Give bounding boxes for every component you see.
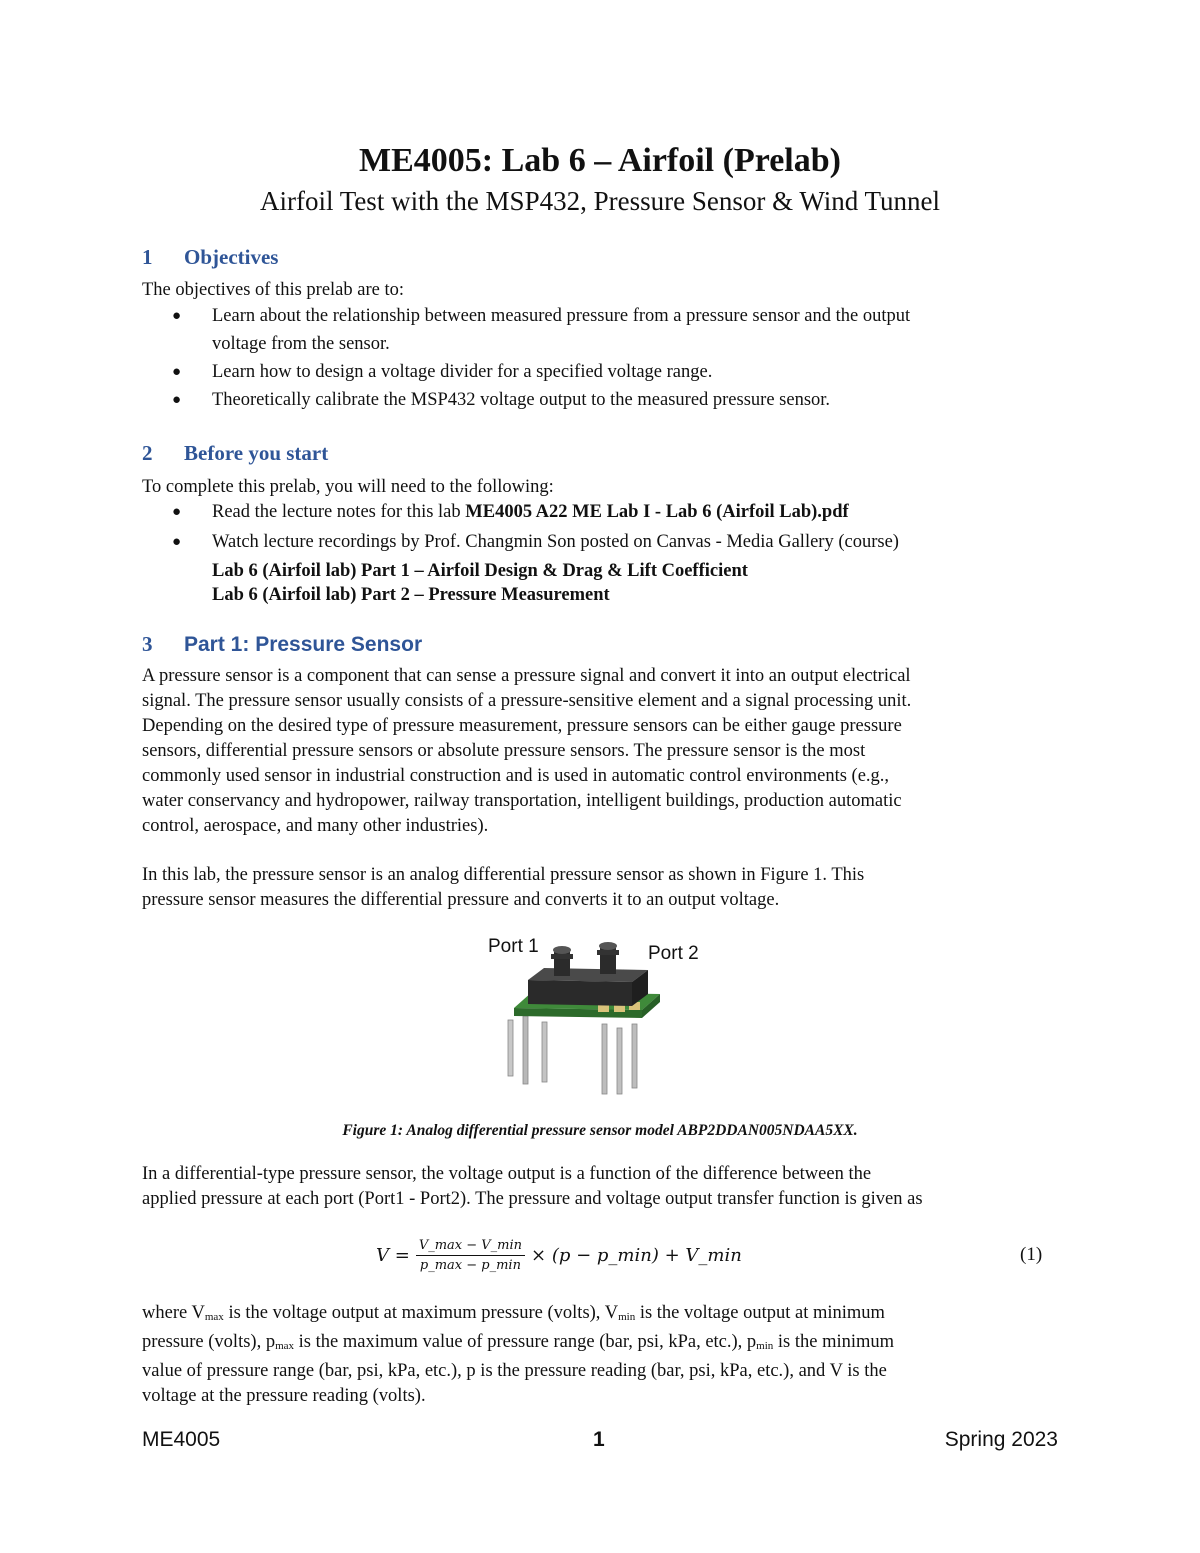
equation-numerator: V_max − V_min: [416, 1238, 525, 1256]
variable-definitions: [142, 1301, 1062, 1409]
paragraph-line: sensors, differential pressure sensors or absolute pressure sensors. The pressure sensor is the most: [142, 741, 866, 761]
bullet-dot: ●: [172, 534, 182, 550]
bullet-dot: ●: [172, 504, 182, 520]
video-title-part2: Lab 6 (Airfoil lab) Part 2 – Pressure Measurement: [212, 585, 610, 605]
objective-item-continuation: voltage from the sensor.: [212, 334, 390, 354]
page-title: ME4005: Lab 6 – Airfoil (Prelab): [359, 142, 841, 179]
section-title: Part 1: Pressure Sensor: [184, 633, 423, 656]
paragraph-line: voltage at the pressure reading (volts).: [142, 1386, 426, 1406]
text-span: is the maximum value of pressure range (bar, psi, kPa, etc.), p: [294, 1332, 757, 1352]
objective-item: Learn about the relationship between measured pressure from a pressure sensor and the output: [212, 306, 911, 326]
section-title: Objectives: [184, 245, 279, 269]
bullet-dot: ●: [172, 364, 182, 380]
text-span: where V: [142, 1303, 205, 1323]
paragraph-line: control, aerospace, and many other industries).: [142, 816, 489, 836]
objective-item: Theoretically calibrate the MSP432 voltage output to the measured pressure sensor.: [212, 390, 831, 410]
footer-term: Spring 2023: [944, 1428, 1058, 1451]
equation-fraction: [416, 1238, 525, 1273]
figure-label-port1: Port 1: [488, 936, 539, 957]
paragraph-line: value of pressure range (bar, psi, kPa, etc.), p is the pressure reading (bar, psi, kPa, etc.), and V is the: [142, 1361, 887, 1381]
before-item-read: [212, 498, 1052, 526]
footer-page-number: 1: [593, 1428, 605, 1451]
section-heading-part1: [142, 630, 422, 659]
paragraph-line: pressure sensor measures the differential pressure and converts it to an output voltage.: [142, 890, 780, 910]
lecture-notes-file: ME4005 A22 ME Lab I - Lab 6 (Airfoil Lab).pdf: [465, 502, 849, 522]
before-item-watch: Watch lecture recordings by Prof. Changmin Son posted on Canvas - Media Gallery (course): [212, 532, 899, 552]
paragraph-line: A pressure sensor is a component that can sense a pressure signal and convert it into an output electrical: [142, 666, 911, 686]
paragraph-line: applied pressure at each port (Port1 - Port2). The pressure and voltage output transfer function is given as: [142, 1189, 923, 1209]
figure-label-port2: Port 2: [648, 943, 699, 964]
text-span: is the voltage output at minimum: [635, 1303, 885, 1323]
text-span: pressure (volts), p: [142, 1332, 276, 1352]
part1-paragraph-2: [142, 863, 1062, 913]
text-span: is the minimum: [773, 1332, 895, 1352]
paragraph-line: commonly used sensor in industrial construction and is used in automatic control environments (e.g.,: [142, 766, 890, 786]
subscript-min: min: [756, 1340, 774, 1352]
paragraph-line: In this lab, the pressure sensor is an analog differential pressure sensor as shown in Figure 1. This: [142, 865, 865, 885]
part1-paragraph-3: [142, 1162, 1062, 1212]
equation-lhs: V =: [376, 1244, 410, 1266]
video-title-part1: Lab 6 (Airfoil lab) Part 1 – Airfoil Design & Drag & Lift Coefficient: [212, 561, 748, 581]
paragraph-line: [142, 1301, 1062, 1330]
page-subtitle: Airfoil Test with the MSP432, Pressure Sensor & Wind Tunnel: [259, 186, 941, 216]
before-intro: To complete this prelab, you will need to the following:: [142, 477, 554, 497]
section-number: 2: [142, 441, 153, 465]
objective-item: Learn how to design a voltage divider for a specified voltage range.: [212, 362, 713, 382]
transfer-function-equation: [376, 1230, 742, 1280]
part1-paragraph-1: [142, 664, 1062, 839]
section-number: 3: [142, 632, 153, 656]
paragraph-line: Depending on the desired type of pressure measurement, pressure sensors can be either gauge pressure: [142, 716, 902, 736]
section-heading-before-you-start: [142, 439, 328, 467]
paragraph-line: water conservancy and hydropower, railway transportation, intelligent buildings, production automatic: [142, 791, 902, 811]
section-title: Before you start: [184, 441, 329, 465]
equation-rhs: × (p − p_min) + V_min: [531, 1244, 742, 1266]
bullet-dot: ●: [172, 392, 182, 408]
paragraph-line: [142, 1330, 1062, 1359]
footer-course: ME4005: [142, 1428, 221, 1451]
subscript-max: max: [275, 1340, 295, 1352]
read-prefix: Read the lecture notes for this lab: [212, 502, 466, 522]
equation-number: (1): [1020, 1244, 1043, 1265]
subscript-max: max: [204, 1311, 224, 1323]
figure-caption: Figure 1: Analog differential pressure sensor model ABP2DDAN005NDAA5XX.: [342, 1122, 858, 1139]
text-span: is the voltage output at maximum pressure (volts), V: [223, 1303, 619, 1323]
subscript-min: min: [618, 1311, 636, 1323]
paragraph-line: In a differential-type pressure sensor, the voltage output is a function of the difference between the: [142, 1164, 872, 1184]
objectives-intro: The objectives of this prelab are to:: [142, 280, 404, 300]
section-heading-objectives: [142, 243, 278, 271]
equation-denominator: p_max − p_min: [419, 1257, 521, 1273]
bullet-dot: ●: [172, 308, 182, 324]
section-number: 1: [142, 245, 153, 269]
paragraph-line: signal. The pressure sensor usually consists of a pressure-sensitive element and a signal processing unit.: [142, 691, 912, 711]
